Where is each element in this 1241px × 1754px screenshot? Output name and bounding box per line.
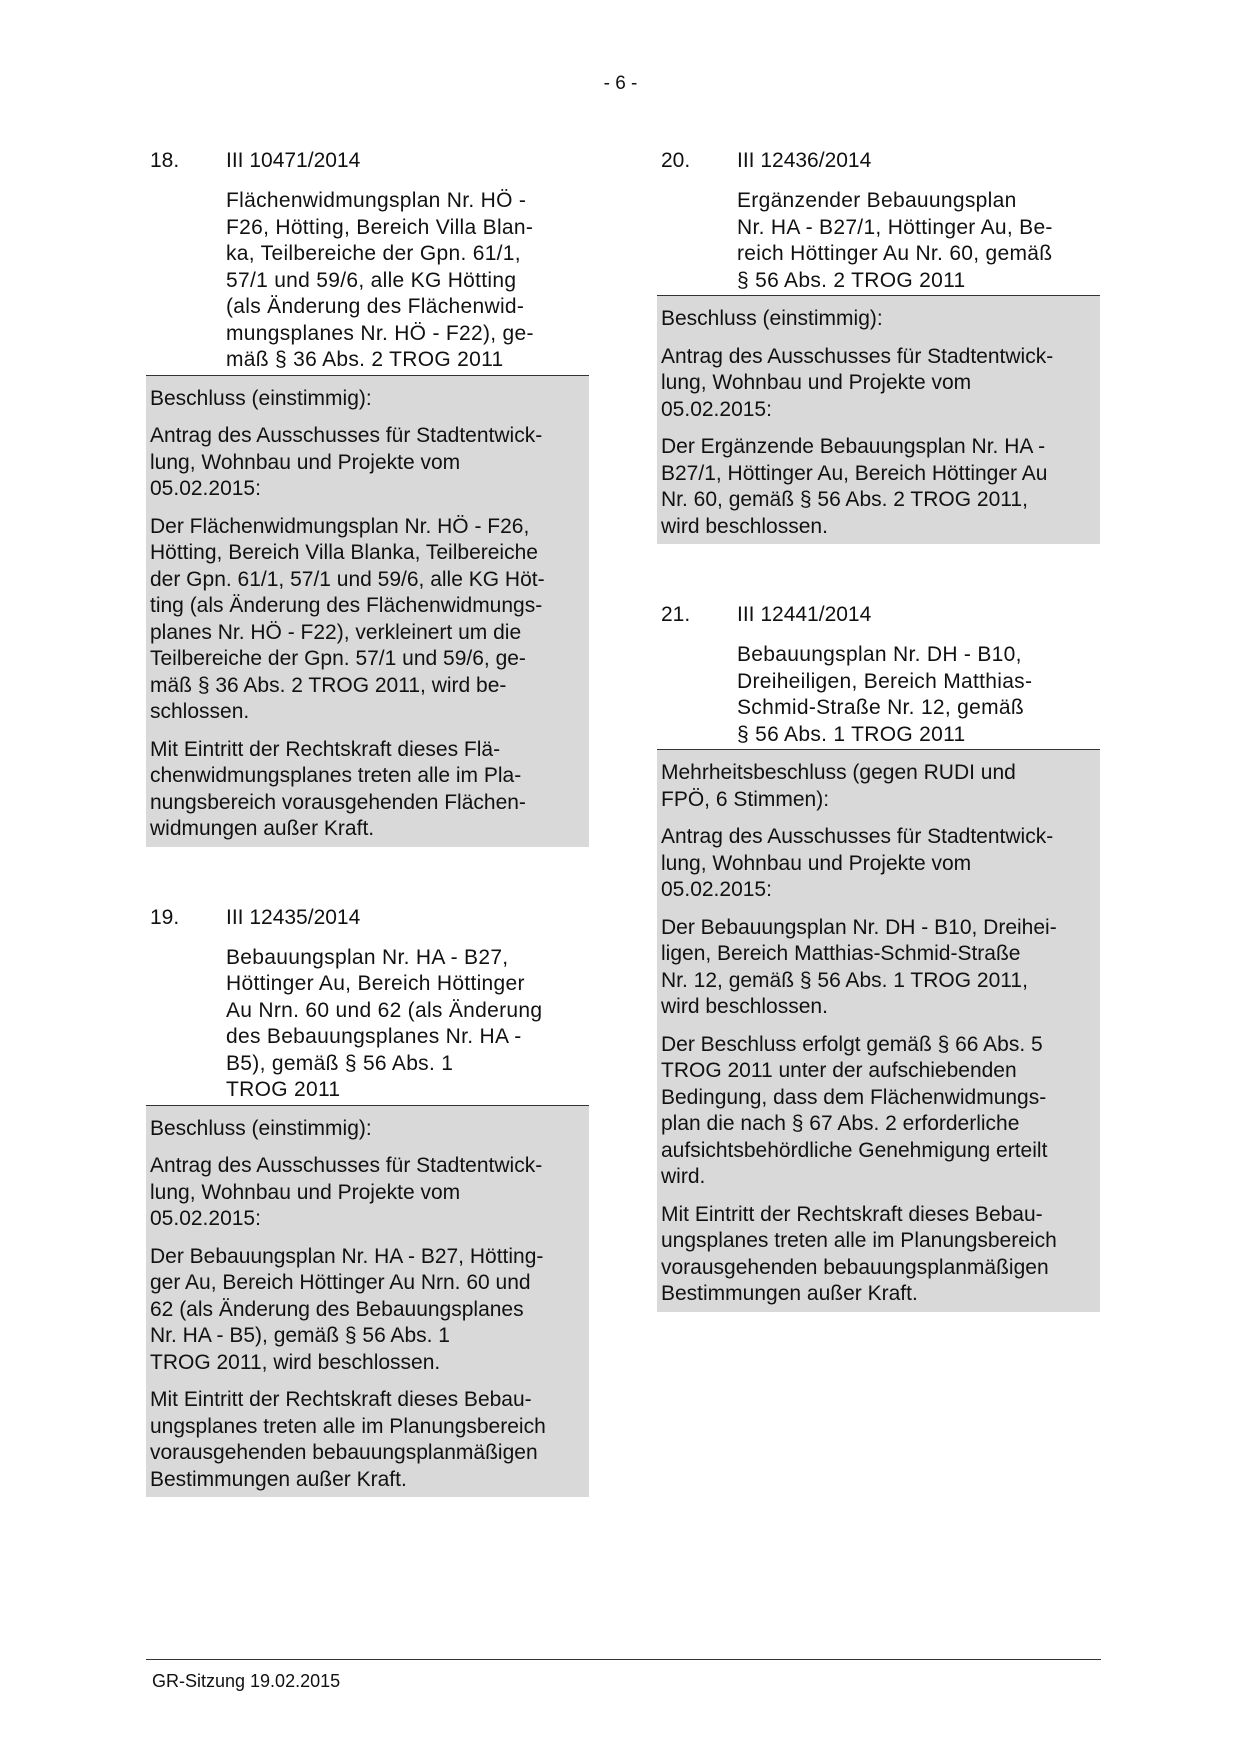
subject-line: § 56 Abs. 2 TROG 2011 (737, 268, 966, 292)
decision-line: Antrag des Ausschusses für Stadtentwick- (661, 825, 1054, 848)
agenda-item (657, 148, 1100, 544)
subject-line: des Bebauungsplanes Nr. HA - (226, 1025, 522, 1048)
decision-line: widmungen außer Kraft. (150, 817, 375, 840)
decision-line: ungsplanes treten alle im Planungsbereich (150, 1414, 546, 1438)
decision-line: aufsichtsbehördliche Genehmigung erteilt (661, 1138, 1048, 1162)
decision-line: Nr. 12, gemäß § 56 Abs. 1 TROG 2011, (661, 968, 1028, 992)
left-column (146, 148, 589, 1555)
decision-line: Der Bebauungsplan Nr. HA - B27, Hötting- (150, 1244, 544, 1268)
decision-line: lung, Wohnbau und Projekte vom (150, 1180, 461, 1204)
item-subject (226, 188, 589, 374)
item-subject (737, 188, 1100, 294)
decision-paragraph (661, 760, 1096, 813)
subject-line: Nr. HA - B27/1, Höttinger Au, Be- (737, 215, 1053, 239)
item-header (146, 148, 589, 174)
decision-line: Hötting, Bereich Villa Blanka, Teilbereiche (150, 541, 538, 564)
decision-line: wird. (661, 1165, 706, 1188)
subject-line: mungsplanes Nr. HÖ - F22), ge- (226, 321, 534, 345)
decision-paragraph (150, 737, 585, 843)
subject-line: Flächenwidmungsplan Nr. HÖ - (226, 189, 527, 212)
decision-line: plan die nach § 67 Abs. 2 erforderliche (661, 1112, 1020, 1135)
item-subject (737, 642, 1100, 748)
decision-paragraph (661, 344, 1096, 424)
subject-line: (als Änderung des Flächenwid- (226, 295, 525, 318)
decision-line: 05.02.2015: (661, 878, 772, 901)
decision-paragraph (661, 306, 1096, 333)
decision-line: ting (als Änderung des Flächenwidmungs- (150, 594, 543, 617)
decision-box (146, 1106, 589, 1498)
decision-box (146, 376, 589, 847)
decision-line: nungsbereich vorausgehenden Flächen- (150, 790, 526, 814)
subject-line: F26, Hötting, Bereich Villa Blan- (226, 215, 534, 239)
decision-line: 05.02.2015: (150, 477, 261, 500)
decision-line: schlossen. (150, 700, 250, 723)
agenda-item (657, 602, 1100, 1312)
decision-line: lung, Wohnbau und Projekte vom (150, 450, 461, 474)
decision-line: Mit Eintritt der Rechtskraft dieses Bebau- (150, 1388, 532, 1411)
decision-line: Antrag des Ausschusses für Stadtentwick- (150, 1154, 543, 1177)
decision-paragraph (150, 423, 585, 503)
item-number: 20. (661, 149, 691, 172)
item-number: 21. (661, 603, 691, 626)
subject-line: Bebauungsplan Nr. DH - B10, (737, 643, 1022, 666)
agenda-item (146, 905, 589, 1498)
item-header (146, 905, 589, 931)
decision-line: Beschluss (einstimmig): (150, 1116, 372, 1140)
item-header (657, 148, 1100, 174)
decision-line: 05.02.2015: (661, 397, 772, 421)
item-subject (226, 945, 589, 1104)
decision-paragraph (150, 386, 585, 413)
subject-line: Dreiheiligen, Bereich Matthias- (737, 669, 1033, 693)
footer-text: GR-Sitzung 19.02.2015 (152, 1671, 341, 1691)
decision-line: Mehrheitsbeschluss (gegen RUDI und (661, 761, 1016, 784)
subject-line: 57/1 und 59/6, alle KG Hötting (226, 268, 517, 292)
subject-line: Schmid-Straße Nr. 12, gemäß (737, 696, 1025, 719)
decision-line: vorausgehenden bebauungsplanmäßigen (661, 1255, 1049, 1279)
decision-paragraph (150, 1244, 585, 1377)
subject-line: reich Höttinger Au Nr. 60, gemäß (737, 242, 1053, 265)
footer-divider (146, 1659, 1101, 1660)
decision-line: Der Ergänzende Bebauungsplan Nr. HA - (661, 435, 1046, 458)
decision-line: ger Au, Bereich Höttinger Au Nrn. 60 und (150, 1271, 531, 1294)
decision-line: B27/1, Höttinger Au, Bereich Höttinger Au (661, 461, 1048, 485)
decision-line: chenwidmungsplanes treten alle im Pla- (150, 764, 522, 787)
decision-paragraph (661, 1202, 1096, 1308)
decision-line: Nr. HA - B5), gemäß § 56 Abs. 1 (150, 1324, 450, 1347)
decision-line: ligen, Bereich Matthias-Schmid-Straße (661, 942, 1021, 965)
decision-box (657, 296, 1100, 544)
decision-line: Antrag des Ausschusses für Stadtentwick- (661, 344, 1054, 368)
agenda-item (146, 148, 589, 847)
decision-line: mäß § 36 Abs. 2 TROG 2011, wird be- (150, 673, 507, 697)
item-header (657, 602, 1100, 628)
decision-line: Bedingung, dass dem Flächenwidmungs- (661, 1085, 1047, 1109)
decision-line: ungsplanes treten alle im Planungsbereich (661, 1229, 1057, 1252)
decision-box (657, 750, 1100, 1312)
subject-line: Ergänzender Bebauungsplan (737, 189, 1017, 212)
subject-line: Au Nrn. 60 und 62 (als Änderung (226, 998, 543, 1022)
page-number: - 6 - (603, 73, 638, 94)
decision-line: Der Beschluss erfolgt gemäß § 66 Abs. 5 (661, 1032, 1043, 1056)
item-reference: III 12441/2014 (737, 603, 872, 626)
item-reference: III 12436/2014 (737, 149, 872, 172)
right-column (657, 148, 1100, 1370)
subject-line: Höttinger Au, Bereich Höttinger (226, 972, 525, 995)
decision-line: TROG 2011, wird beschlossen. (150, 1350, 441, 1374)
decision-line: 05.02.2015: (150, 1207, 261, 1230)
decision-line: Mit Eintritt der Rechtskraft dieses Flä- (150, 737, 501, 761)
decision-line: Teilbereiche der Gpn. 57/1 und 59/6, ge- (150, 647, 526, 670)
decision-line: Nr. 60, gemäß § 56 Abs. 2 TROG 2011, (661, 488, 1028, 511)
decision-line: Beschluss (einstimmig): (661, 307, 883, 330)
decision-line: lung, Wohnbau und Projekte vom (661, 371, 972, 394)
decision-line: FPÖ, 6 Stimmen): (661, 787, 830, 811)
decision-line: vorausgehenden bebauungsplanmäßigen (150, 1441, 538, 1464)
subject-line: ka, Teilbereiche der Gpn. 61/1, (226, 242, 521, 265)
decision-line: lung, Wohnbau und Projekte vom (661, 851, 972, 875)
decision-paragraph (661, 434, 1096, 540)
decision-line: 62 (als Änderung des Bebauungsplanes (150, 1297, 524, 1321)
decision-paragraph (150, 1153, 585, 1233)
decision-line: wird beschlossen. (661, 514, 828, 538)
item-reference: III 10471/2014 (226, 149, 361, 172)
decision-line: TROG 2011 unter der aufschiebenden (661, 1059, 1017, 1082)
item-reference: III 12435/2014 (226, 905, 361, 929)
decision-line: der Gpn. 61/1, 57/1 und 59/6, alle KG Höt- (150, 567, 545, 591)
decision-line: planes Nr. HÖ - F22), verkleinert um die (150, 620, 522, 644)
subject-line: mäß § 36 Abs. 2 TROG 2011 (226, 348, 504, 371)
decision-line: Bestimmungen außer Kraft. (661, 1282, 918, 1305)
subject-line: Bebauungsplan Nr. HA - B27, (226, 945, 509, 969)
decision-line: Antrag des Ausschusses für Stadtentwick- (150, 424, 543, 447)
decision-line: wird beschlossen. (661, 995, 828, 1018)
decision-paragraph (150, 1116, 585, 1143)
decision-line: Beschluss (einstimmig): (150, 386, 372, 410)
decision-line: Der Bebauungsplan Nr. DH - B10, Dreihei- (661, 915, 1057, 939)
decision-paragraph (661, 1032, 1096, 1191)
subject-line: § 56 Abs. 1 TROG 2011 (737, 722, 966, 746)
decision-line: Mit Eintritt der Rechtskraft dieses Bebau- (661, 1202, 1043, 1226)
decision-line: Der Flächenwidmungsplan Nr. HÖ - F26, (150, 514, 530, 538)
decision-line: Bestimmungen außer Kraft. (150, 1467, 407, 1491)
item-number: 18. (150, 149, 180, 172)
subject-line: B5), gemäß § 56 Abs. 1 (226, 1051, 454, 1075)
item-number: 19. (150, 905, 180, 929)
subject-line: TROG 2011 (226, 1078, 341, 1101)
decision-paragraph (661, 915, 1096, 1021)
decision-paragraph (661, 824, 1096, 904)
decision-paragraph (150, 514, 585, 726)
decision-paragraph (150, 1387, 585, 1493)
